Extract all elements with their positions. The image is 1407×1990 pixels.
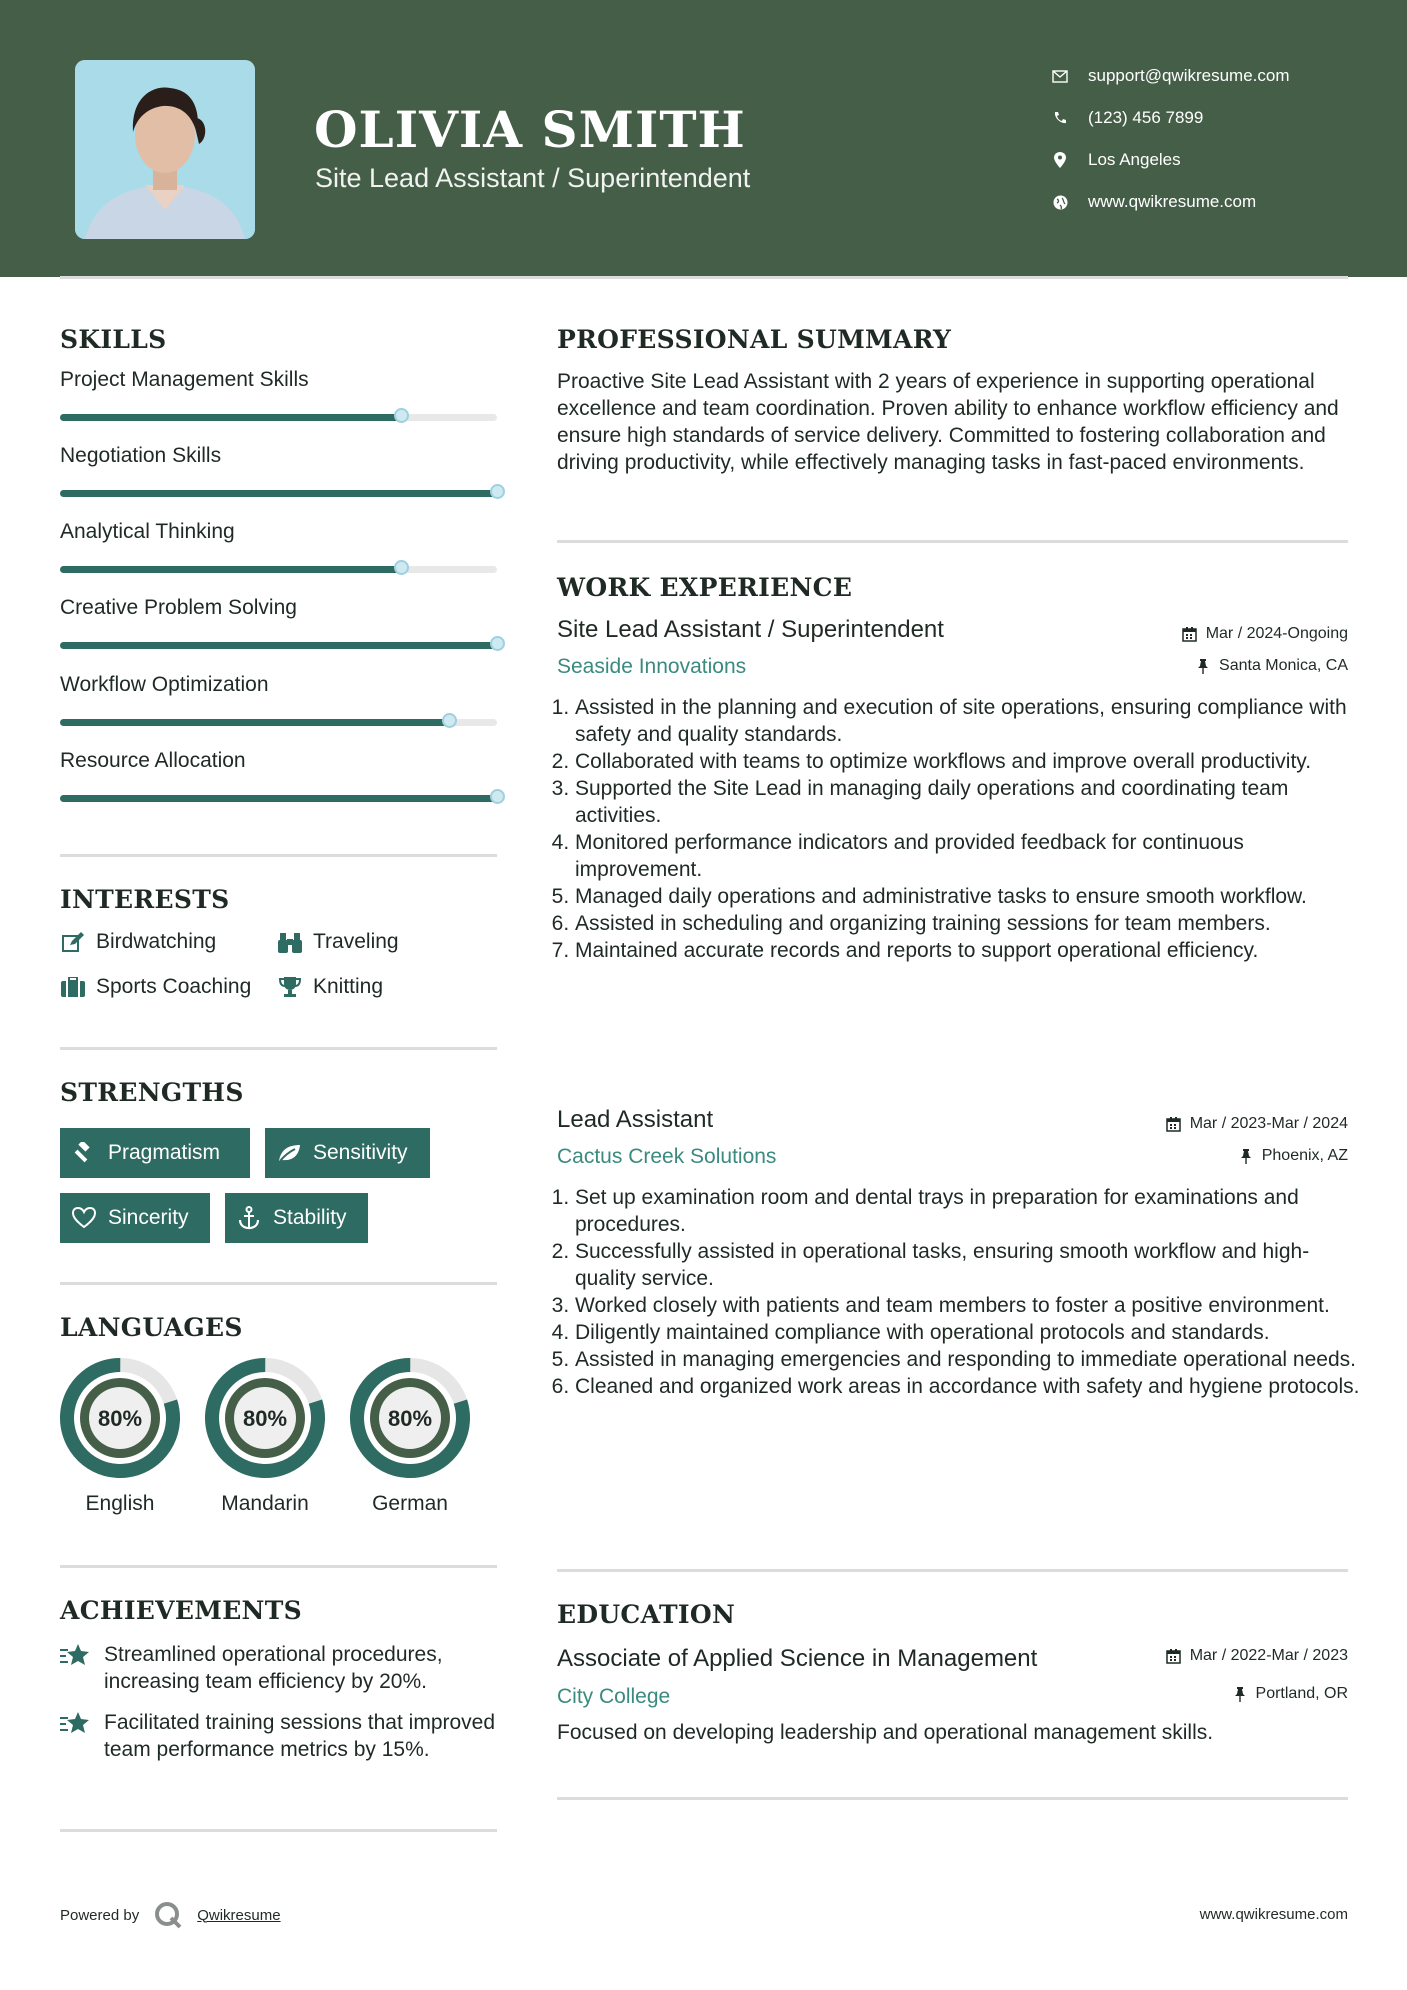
job-bullet: 1. Set up examination room and dental trays in preparation for examinations and procedures. bbox=[575, 1184, 1365, 1238]
degree-title: Associate of Applied Science in Management bbox=[557, 1645, 1038, 1672]
job-dates bbox=[1182, 625, 1348, 643]
skill-bar-fill bbox=[60, 795, 497, 802]
job-title: Site Lead Assistant / Superintendent bbox=[557, 616, 944, 643]
experience-heading: WORK EXPERIENCE bbox=[557, 573, 853, 602]
achievements-heading: ACHIEVEMENTS bbox=[60, 1596, 302, 1625]
job-dates-text: Mar / 2024-Ongoing bbox=[1205, 625, 1348, 642]
interests-heading: INTERESTS bbox=[60, 885, 230, 914]
summary-text: Proactive Site Lead Assistant with 2 years of experience in supporting operational excellence and team coordination. Proven ability to enhance workflow efficiency and ensure high standards of service delivery. Committed to fostering collaboration and driving productivity, while effectively managing tasks in fast-paced environments. bbox=[557, 370, 1339, 474]
education-description: Focused on developing leadership and operational management skills. bbox=[557, 1721, 1214, 1744]
contact-website-text: www.qwikresume.com bbox=[1088, 192, 1257, 211]
location-pin-icon bbox=[1050, 150, 1070, 170]
star-badge-icon bbox=[60, 1709, 94, 1763]
globe-icon bbox=[1050, 192, 1070, 212]
skill-bar-fill bbox=[60, 490, 497, 497]
heart-icon bbox=[72, 1206, 96, 1230]
education-heading: EDUCATION bbox=[557, 1600, 736, 1629]
interest-label: Knitting bbox=[313, 975, 384, 998]
skill-name: Negotiation Skills bbox=[60, 444, 222, 467]
contact-location-text: Los Angeles bbox=[1088, 150, 1181, 169]
language-donut bbox=[60, 1358, 180, 1483]
pushpin-icon bbox=[1195, 658, 1211, 674]
education-location bbox=[1232, 1685, 1348, 1703]
job-bullet: 5. Assisted in managing emergencies and responding to immediate operational needs. bbox=[575, 1346, 1365, 1373]
job-bullet: 2. Collaborated with teams to optimize workflows and improve overall productivity. bbox=[575, 748, 1365, 775]
skill-bar-fill bbox=[60, 719, 449, 726]
job-bullet: 1. Assisted in the planning and execution of site operations, ensuring compliance with safety and quality standards. bbox=[575, 694, 1365, 748]
job-bullets bbox=[557, 1184, 1365, 1400]
strength-label: Pragmatism bbox=[108, 1141, 221, 1164]
skill-bar-fill bbox=[60, 414, 401, 421]
education-dates bbox=[1166, 1647, 1348, 1665]
achievement-item bbox=[60, 1709, 500, 1763]
skills-heading: SKILLS bbox=[60, 325, 167, 354]
language-percent: 80% bbox=[97, 1406, 143, 1431]
language-donut-chart bbox=[60, 1358, 180, 1478]
job-location-text: Phoenix, AZ bbox=[1261, 1147, 1348, 1164]
resume-header bbox=[0, 0, 1407, 277]
job-location bbox=[1195, 657, 1348, 675]
powered-by-text: Powered by bbox=[60, 1906, 140, 1924]
profile-photo bbox=[75, 60, 255, 239]
calendar-icon bbox=[1166, 1648, 1182, 1664]
powered-by bbox=[60, 1900, 281, 1930]
language-donut-chart bbox=[350, 1358, 470, 1478]
section-divider bbox=[557, 1797, 1348, 1800]
interest-item bbox=[277, 929, 399, 955]
briefcase-icon bbox=[60, 974, 86, 1000]
skill-bar bbox=[60, 414, 497, 421]
interest-item bbox=[60, 929, 216, 955]
calendar-icon bbox=[1166, 1116, 1182, 1132]
achievement-text: Streamlined operational procedures, increasing team efficiency by 20%. bbox=[104, 1643, 443, 1693]
language-name: German bbox=[372, 1492, 448, 1515]
contact-list bbox=[1050, 55, 1290, 223]
skill-bar-knob bbox=[394, 408, 409, 423]
skill-bar bbox=[60, 566, 497, 573]
skill-bar-knob bbox=[490, 636, 505, 651]
section-divider bbox=[557, 540, 1348, 543]
footer-url[interactable]: www.qwikresume.com bbox=[1199, 1906, 1348, 1923]
job-bullet: 6. Assisted in scheduling and organizing training sessions for team members. bbox=[575, 910, 1365, 937]
skill-name: Workflow Optimization bbox=[60, 673, 269, 696]
gavel-icon bbox=[72, 1141, 96, 1165]
skill-bar bbox=[60, 795, 497, 802]
edit-icon bbox=[60, 929, 86, 955]
strength-label: Sensitivity bbox=[313, 1141, 408, 1164]
section-divider bbox=[60, 1047, 497, 1050]
job-bullet: 2. Successfully assisted in operational tasks, ensuring smooth workflow and high-quality service. bbox=[575, 1238, 1365, 1292]
language-percent: 80% bbox=[242, 1406, 288, 1431]
skill-name: Analytical Thinking bbox=[60, 520, 235, 543]
skill-bar-knob bbox=[490, 484, 505, 499]
education-dates-text: Mar / 2022-Mar / 2023 bbox=[1189, 1647, 1348, 1664]
candidate-title: Site Lead Assistant / Superintendent bbox=[315, 163, 751, 193]
skill-bar bbox=[60, 642, 497, 649]
strength-badge bbox=[225, 1193, 368, 1243]
language-donut-chart bbox=[205, 1358, 325, 1478]
skill-bar-knob bbox=[394, 560, 409, 575]
envelope-icon bbox=[1050, 66, 1070, 86]
achievement-text: Facilitated training sessions that improved team performance metrics by 15%. bbox=[104, 1711, 496, 1761]
anchor-icon bbox=[237, 1206, 261, 1230]
skill-name: Resource Allocation bbox=[60, 749, 246, 772]
section-divider bbox=[557, 1569, 1348, 1572]
job-location-text: Santa Monica, CA bbox=[1219, 657, 1348, 674]
strength-label: Sincerity bbox=[108, 1206, 189, 1229]
school-name: City College bbox=[557, 1685, 671, 1708]
company-name: Seaside Innovations bbox=[557, 655, 747, 678]
strength-badge bbox=[60, 1128, 250, 1178]
contact-phone[interactable] bbox=[1050, 97, 1290, 139]
contact-website[interactable] bbox=[1050, 181, 1290, 223]
skill-bar-fill bbox=[60, 566, 401, 573]
job-bullet: 5. Managed daily operations and administrative tasks to ensure smooth workflow. bbox=[575, 883, 1365, 910]
education-location-text: Portland, OR bbox=[1255, 1685, 1348, 1702]
contact-email-text: support@qwikresume.com bbox=[1088, 66, 1290, 85]
pushpin-icon bbox=[1238, 1148, 1254, 1164]
job-dates bbox=[1166, 1115, 1348, 1133]
job-bullets bbox=[557, 694, 1365, 964]
job-title: Lead Assistant bbox=[557, 1106, 714, 1133]
section-divider bbox=[60, 1829, 497, 1832]
interest-label: Birdwatching bbox=[96, 930, 217, 953]
pushpin-icon bbox=[1232, 1686, 1248, 1702]
language-percent: 80% bbox=[387, 1406, 433, 1431]
section-divider bbox=[60, 1282, 497, 1285]
job-bullet: 7. Maintained accurate records and reports to support operational efficiency. bbox=[575, 937, 1365, 964]
interest-label: Traveling bbox=[313, 930, 399, 953]
job-bullet: 4. Diligently maintained compliance with operational protocols and standards. bbox=[575, 1319, 1365, 1346]
section-divider bbox=[60, 854, 497, 857]
language-donut bbox=[350, 1358, 470, 1483]
header-divider bbox=[60, 276, 1348, 279]
strength-badge bbox=[60, 1193, 210, 1243]
leaf-icon bbox=[277, 1141, 301, 1165]
skill-bar-fill bbox=[60, 642, 497, 649]
skill-name: Creative Problem Solving bbox=[60, 596, 297, 619]
job-bullet: 4. Monitored performance indicators and provided feedback for continuous improvement. bbox=[575, 829, 1365, 883]
language-name: Mandarin bbox=[221, 1492, 309, 1515]
job-bullet: 6. Cleaned and organized work areas in accordance with safety and hygiene protocols. bbox=[575, 1373, 1365, 1400]
strength-badge bbox=[265, 1128, 430, 1178]
achievement-item bbox=[60, 1641, 500, 1695]
strength-label: Stability bbox=[273, 1206, 347, 1229]
interest-item bbox=[60, 974, 251, 1000]
summary-heading: PROFESSIONAL SUMMARY bbox=[557, 325, 952, 354]
company-name: Cactus Creek Solutions bbox=[557, 1145, 777, 1168]
binoculars-icon bbox=[277, 929, 303, 955]
phone-icon bbox=[1050, 108, 1070, 128]
skill-bar bbox=[60, 719, 497, 726]
job-location bbox=[1238, 1147, 1348, 1165]
languages-heading: LANGUAGES bbox=[60, 1313, 243, 1342]
qwikresume-logo-icon bbox=[153, 1900, 183, 1930]
contact-location bbox=[1050, 139, 1290, 181]
job-bullet: 3. Supported the Site Lead in managing daily operations and coordinating team activities. bbox=[575, 775, 1365, 829]
contact-phone-text: (123) 456 7899 bbox=[1088, 108, 1204, 127]
star-badge-icon bbox=[60, 1641, 94, 1695]
skill-bar-knob bbox=[442, 713, 457, 728]
language-donut bbox=[205, 1358, 325, 1483]
section-divider bbox=[60, 1565, 497, 1568]
qwikresume-link[interactable]: Qwikresume bbox=[197, 1906, 281, 1924]
skill-bar bbox=[60, 490, 497, 497]
job-dates-text: Mar / 2023-Mar / 2024 bbox=[1189, 1115, 1348, 1132]
trophy-icon bbox=[277, 974, 303, 1000]
skill-name: Project Management Skills bbox=[60, 368, 309, 391]
job-bullet: 3. Worked closely with patients and team members to foster a positive environment. bbox=[575, 1292, 1365, 1319]
interest-label: Sports Coaching bbox=[96, 975, 252, 998]
candidate-name: OLIVIA SMITH bbox=[314, 100, 746, 159]
strengths-heading: STRENGTHS bbox=[60, 1078, 244, 1107]
contact-email[interactable] bbox=[1050, 55, 1290, 97]
language-name: English bbox=[85, 1492, 155, 1515]
interest-item bbox=[277, 974, 383, 1000]
skill-bar-knob bbox=[490, 789, 505, 804]
calendar-icon bbox=[1182, 626, 1198, 642]
